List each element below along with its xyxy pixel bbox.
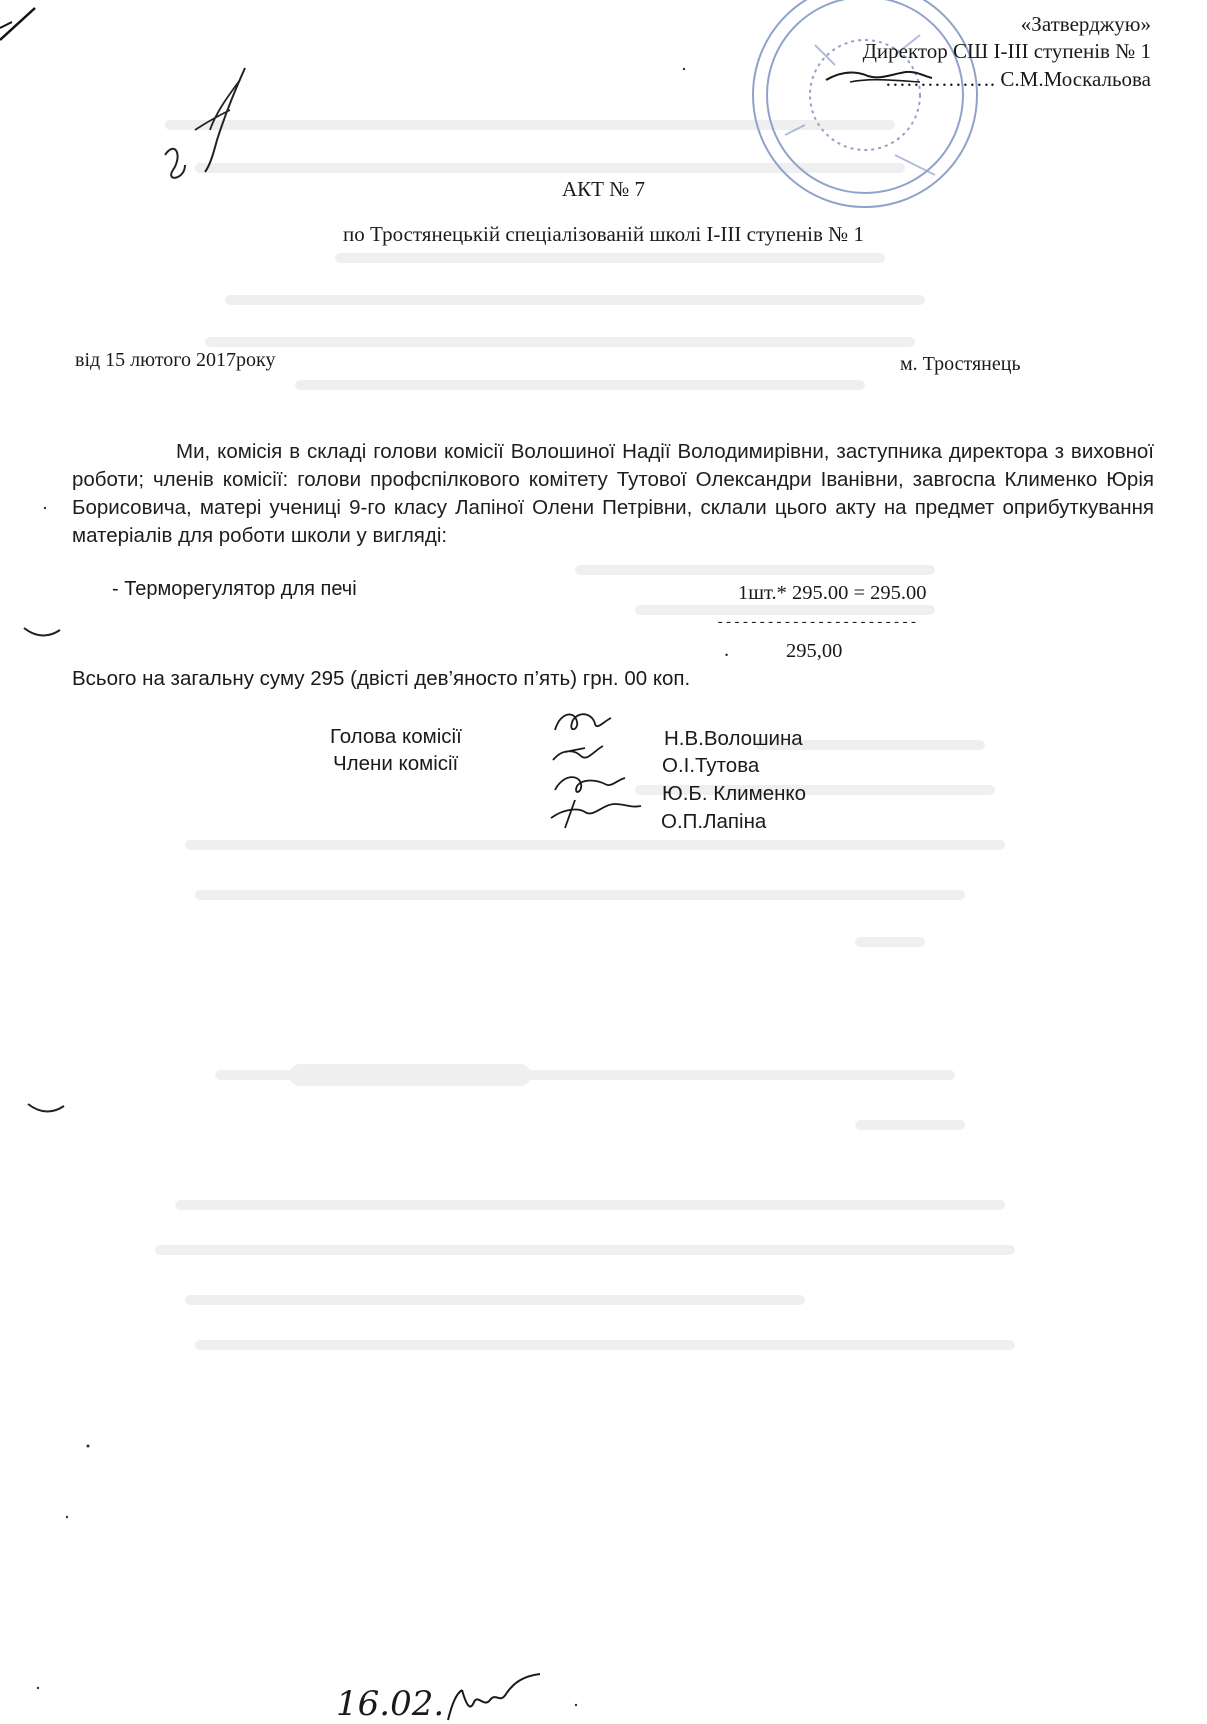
item-calc: 1шт.* 295.00 = 295.00 [738,582,927,604]
total-separator: ------------------------ [716,615,918,631]
commission-name-1: Н.В.Волошина [664,727,803,750]
commission-members-label: Члени комісії [333,752,459,775]
body-paragraph-text: Ми, комісія в складі голови комісії Волошиної Надії Володимирівни, заступника директора з виховної роботи; членів комісії: голови профспілкового комітету Тутової Олександри Іванівни, завгоспа Клименко Юрія Борисовича, матері учениці 9-го класу Лапіної Олени Петрівни, склали цього акту на предмет оприбуткування матеріалів для роботи школи у вигляді: [72,440,1154,547]
act-date: від 15 лютого 2017року [75,349,276,371]
handwritten-date: 16.02. [336,1684,445,1724]
item-name: - Терморегулятор для печі [112,578,357,600]
approval-name: С.М.Москальова [1000,67,1151,91]
approval-sign-dots: ……………. [884,67,996,91]
commission-head-label: Голова комісії [330,725,462,748]
commission-name-2: О.І.Тутова [662,754,760,777]
commission-name-3: Ю.Б. Клименко [662,782,807,805]
act-subtitle: по Тростянецькій спеціалізованій школі І-ІІІ ступенів № 1 [343,222,864,246]
act-title: АКТ № 7 [561,177,646,201]
total-sum-text: Всього на загальну суму 295 (двісті дев’яносто п’ять) грн. 00 коп. [72,667,691,690]
approval-position: Директор СШ I-III ступенів № 1 [862,39,1151,63]
commission-name-4: О.П.Лапіна [661,810,767,833]
act-city: м. Тростянець [900,353,1021,375]
subtotal-dot: . [724,639,730,661]
approval-label: «Затверджую» [1020,12,1151,36]
subtotal-value: 295,00 [786,640,843,662]
